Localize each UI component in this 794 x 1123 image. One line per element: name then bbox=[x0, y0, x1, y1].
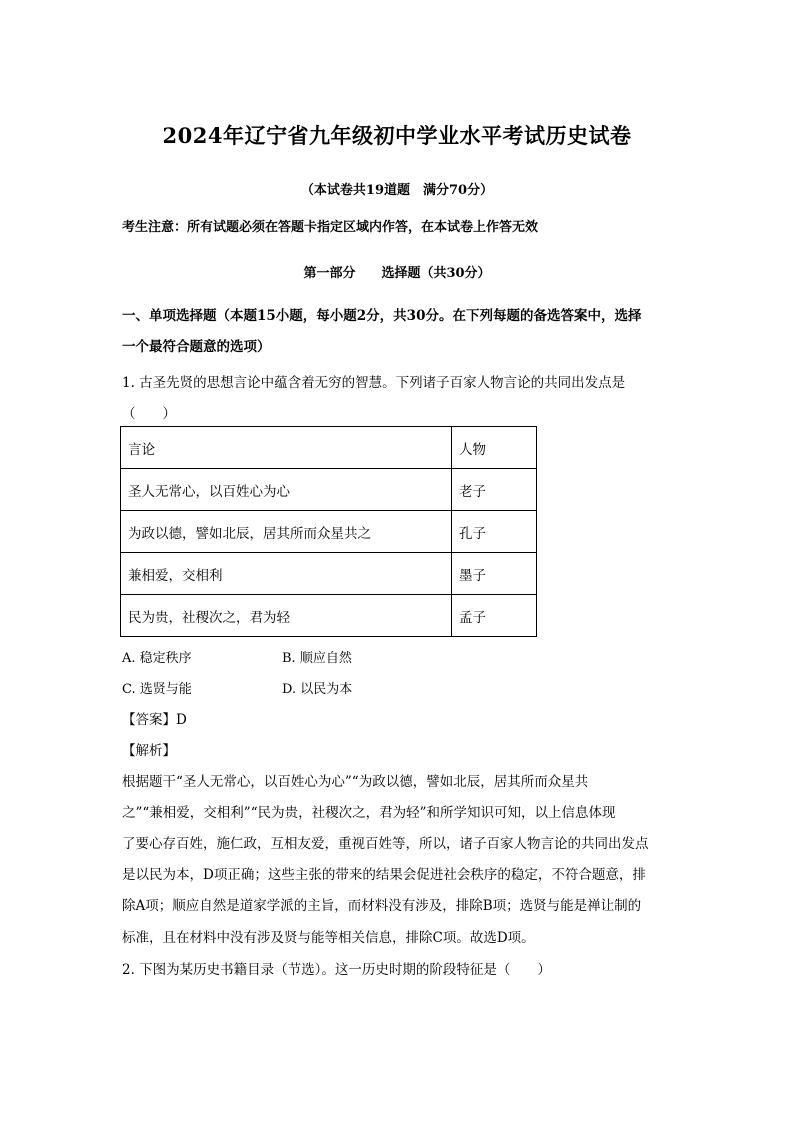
table-cell-quote: 为政以德，譬如北辰，居其所而众星共之 bbox=[121, 511, 452, 553]
table-cell-quote: 兼相爱，交相利 bbox=[121, 553, 452, 595]
q1-answer-bracket: （ ） bbox=[122, 406, 176, 422]
table-row bbox=[121, 595, 537, 637]
option-c: C. 选贤与能 bbox=[122, 682, 192, 697]
table-header-cell: 言论 bbox=[121, 427, 452, 469]
analysis-line: 之”“兼相爱，交相利”“民为贵，社稷次之，君为轻”和所学知识可知，以上信息体现 bbox=[122, 805, 616, 821]
option-b: B. 顺应自然 bbox=[282, 651, 352, 666]
section-heading-line1: 一、单项选择题（本题15小题，每小题2分，共30分。在下列每题的备选答案中，选择 bbox=[122, 308, 642, 324]
analysis-line: 了要心存百姓，施仁政，互相友爱，重视百姓等，所以，诸子百家人物言论的共同出发点 bbox=[122, 836, 649, 852]
analysis-label: 【解析】 bbox=[122, 743, 176, 759]
table-cell-person: 老子 bbox=[452, 469, 537, 511]
quotes-table bbox=[120, 426, 537, 637]
table-cell-person: 孔子 bbox=[452, 511, 537, 553]
answer-line: 【答案】D bbox=[122, 712, 187, 728]
analysis-line: 是以民为本，D项正确；这些主张的带来的结果会促进社会秩序的稳定，不符合题意，排 bbox=[122, 867, 646, 883]
analysis-line: 标准，且在材料中没有涉及贤与能等相关信息，排除C项。故选D项。 bbox=[122, 930, 535, 946]
table-header-cell: 人物 bbox=[452, 427, 537, 469]
exam-subtitle: （本试卷共19道题 满分70分） bbox=[300, 183, 494, 198]
analysis-line: 除A项；顺应自然是道家学派的主旨，而材料没有涉及，排除B项；选贤与能是禅让制的 bbox=[122, 898, 642, 914]
table-row bbox=[121, 553, 537, 595]
exam-title: 2024年辽宁省九年级初中学业水平考试历史试卷 bbox=[162, 123, 632, 148]
table-row bbox=[121, 511, 537, 553]
analysis-line: 根据题干“圣人无常心，以百姓心为心”“为政以德，譬如北辰，居其所而众星共 bbox=[122, 774, 589, 790]
option-a: A. 稳定秩序 bbox=[122, 651, 192, 666]
option-d: D. 以民为本 bbox=[282, 682, 353, 697]
section-heading-line2: 一个最符合题意的选项） bbox=[122, 339, 271, 355]
part-title: 第一部分 选择题（共30分） bbox=[303, 266, 491, 281]
table-cell-quote: 民为贵，社稷次之，君为轻 bbox=[121, 595, 452, 637]
q2-stem: 2. 下图为某历史书籍目录（节选）。这一历史时期的阶段特征是（ ） bbox=[122, 962, 551, 978]
q1-stem: 1. 古圣先贤的思想言论中蕴含着无穷的智慧。下列诸子百家人物言论的共同出发点是 bbox=[122, 375, 626, 391]
table-header-row bbox=[121, 427, 537, 469]
table-cell-quote: 圣人无常心，以百姓心为心 bbox=[121, 469, 452, 511]
table-cell-person: 墨子 bbox=[452, 553, 537, 595]
exam-notice: 考生注意：所有试题必须在答题卡指定区域内作答，在本试卷上作答无效 bbox=[122, 220, 539, 235]
table-row bbox=[121, 469, 537, 511]
table-cell-person: 孟子 bbox=[452, 595, 537, 637]
